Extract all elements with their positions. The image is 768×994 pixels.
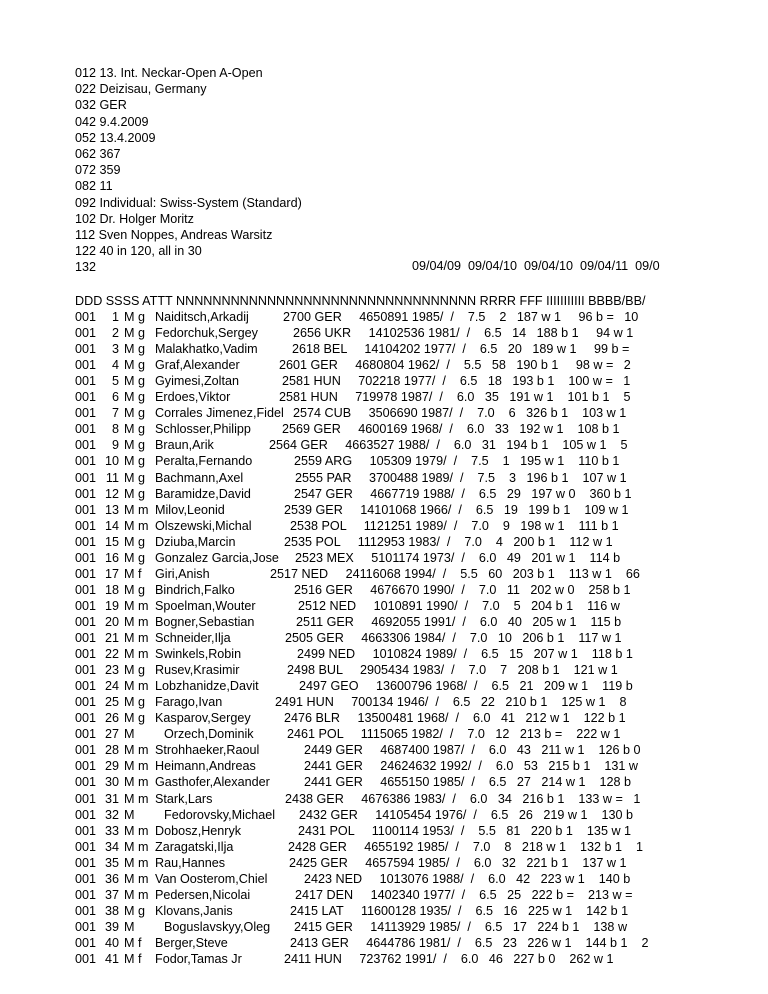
record-code: 001 [75,326,97,341]
record-code: 001 [75,871,97,886]
player-row [0,325,768,341]
player-name: Van Oosterom,Chiel [155,871,268,886]
record-code: 001 [75,695,97,710]
sex: M [124,695,135,710]
sex: M [124,470,135,485]
sex: M [124,711,135,726]
record-code: 001 [75,470,97,485]
title: m [138,791,149,806]
title: m [138,614,149,629]
header-line: 012 13. Int. Neckar-Open A-Open [75,66,263,80]
player-row [0,309,768,325]
player-data: 2505 GER 4663306 1984/ / 7.0 10 206 b 1 117 w 1 [285,631,622,645]
player-row [0,357,768,373]
record-code: 001 [75,791,97,806]
start-number: 37 [104,887,119,902]
player-data: 2601 GER 4680804 1962/ / 5.5 58 190 b 1 98 w = 2 [279,358,631,373]
player-data: 2438 GER 4676386 1983/ / 6.0 34 216 b 1 133 w = 1 [285,791,641,806]
start-number: 13 [104,502,119,517]
player-data: 2476 BLR 13500481 1968/ / 6.0 41 212 w 1 122 b 1 [284,711,626,726]
sex: M [124,454,135,469]
header-line: 122 40 in 120, all in 30 [75,244,202,259]
player-name: Strohhaeker,Raoul [155,743,260,758]
player-data: 2511 GER 4692055 1991/ / 6.0 40 205 w 1 115 b [296,614,622,629]
start-number: 17 [104,566,119,581]
sex: M [124,502,135,517]
sex: M [124,807,135,822]
player-row [0,470,768,486]
title: m [138,631,149,645]
player-row [0,694,768,710]
title: m [138,647,149,662]
sex: M [124,486,135,501]
title: m [138,502,149,517]
title: g [138,454,146,469]
sex: M [124,887,135,902]
player-data: 2581 HUN 702218 1977/ / 6.5 18 193 b 1 100 w = 1 [282,374,631,389]
title: g [138,374,146,389]
start-number: 1 [111,310,119,324]
player-row [0,582,768,598]
player-data: 2538 POL 1121251 1989/ / 7.0 9 198 w 1 111 b 1 [290,518,619,533]
header-line: 032 GER [75,98,127,113]
start-number: 35 [104,855,119,870]
player-name: Gonzalez Garcia,Jose [155,550,279,565]
player-name: Kasparov,Sergey [155,711,251,726]
record-code: 001 [75,743,97,758]
header-line: 042 9.4.2009 [75,114,149,129]
player-name: Schlosser,Philipp [155,422,251,437]
player-row [0,598,768,614]
player-name: Corrales Jimenez,Fidel [155,406,284,421]
player-data: 2700 GER 4650891 1985/ / 7.5 2 187 w 1 96 b = 10 [283,310,639,324]
title: m [138,775,149,790]
title: g [138,711,146,726]
player-row [0,855,768,871]
player-data: 2411 HUN 723762 1991/ / 6.0 46 227 b 0 262 w 1 [284,952,614,966]
player-name: Rau,Hannes [155,855,226,870]
player-row [0,566,768,582]
sex: M [124,903,135,918]
player-data: 2417 DEN 1402340 1977/ / 6.5 25 222 b = 213 w = [295,887,633,902]
record-code: 001 [75,839,97,854]
player-data: 2559 ARG 105309 1979/ / 7.5 1 195 w 1 110 b 1 [294,454,620,469]
player-name: Berger,Steve [155,935,228,950]
start-number: 4 [111,358,119,373]
title: g [138,903,146,918]
player-name: Fodor,Tamas Jr [155,952,242,966]
record-code: 001 [75,887,97,902]
record-code: 001 [75,310,97,324]
player-data: 2569 GER 4600169 1968/ / 6.0 33 192 w 1 108 b 1 [282,422,620,437]
player-name: Braun,Arik [155,438,214,453]
sex: M [124,823,135,838]
start-number: 30 [104,775,119,790]
sex: M [124,855,135,870]
player-data: 2491 HUN 700134 1946/ / 6.5 22 210 b 1 125 w 1 8 [275,695,627,710]
record-code: 001 [75,903,97,918]
player-row [0,774,768,790]
player-name: Giri,Anish [155,566,210,581]
start-number: 16 [104,550,119,565]
record-code: 001 [75,422,97,437]
player-data: 2618 BEL 14104202 1977/ / 6.5 20 189 w 1 99 b = [292,342,630,357]
start-number: 25 [104,695,119,710]
player-name: Orzech,Dominik [164,727,254,742]
player-name: Pedersen,Nicolai [155,887,251,902]
record-code: 001 [75,614,97,629]
round-dates: 09/04/09 09/04/10 09/04/10 09/04/11 09/0 [412,259,660,273]
player-name: Dziuba,Marcin [155,534,236,549]
start-number: 27 [104,727,119,742]
record-code: 001 [75,855,97,870]
sex: M [124,919,135,934]
player-name: Bogner,Sebastian [155,614,255,629]
player-name: Gasthofer,Alexander [155,775,270,790]
record-code: 001 [75,711,97,726]
start-number: 34 [104,839,119,854]
record-code: 001 [75,406,97,421]
player-data: 2415 GER 14113929 1985/ / 6.5 17 224 b 1 138 w [294,919,628,934]
player-row [0,742,768,758]
player-data: 2547 GER 4667719 1988/ / 6.5 29 197 w 0 360 b 1 [294,486,632,501]
player-row [0,903,768,919]
start-number: 20 [104,614,119,629]
player-row [0,919,768,935]
record-code: 001 [75,342,97,357]
player-name: Erdoes,Viktor [155,390,231,405]
sex: M [124,952,135,966]
record-code: 001 [75,358,97,373]
player-data: 2512 NED 1010891 1990/ / 7.0 5 204 b 1 116 w [298,598,620,613]
record-code: 001 [75,727,97,742]
player-name: Schneider,Ilja [155,631,231,645]
record-code: 001 [75,390,97,405]
player-name: Dobosz,Henryk [155,823,242,838]
player-row [0,373,768,389]
player-data: 2461 POL 1115065 1982/ / 7.0 12 213 b = 222 w 1 [287,727,621,742]
player-name: Klovans,Janis [155,903,233,918]
title: g [138,470,146,485]
player-row [0,871,768,887]
record-code: 001 [75,759,97,774]
start-number: 32 [104,807,119,822]
player-row [0,935,768,951]
sex: M [124,759,135,774]
sex: M [124,310,135,324]
title: g [138,663,146,678]
player-name: Stark,Lars [155,791,213,806]
player-row [0,807,768,823]
sex: M [124,406,135,421]
record-code: 001 [75,663,97,678]
sex: M [124,390,135,405]
title: g [138,310,146,324]
start-number: 15 [104,534,119,549]
start-number: 22 [104,647,119,662]
player-row [0,839,768,855]
start-number: 8 [111,422,119,437]
header-line: 132 [75,260,97,275]
sex: M [124,342,135,357]
record-code: 001 [75,631,97,645]
record-code: 001 [75,679,97,694]
player-data: 2539 GER 14101068 1966/ / 6.5 19 199 b 1 109 w 1 [284,502,629,517]
sex: M [124,791,135,806]
player-row [0,389,768,405]
sex: M [124,775,135,790]
player-row [0,453,768,469]
title: m [138,823,149,838]
player-data: 2441 GER 4655150 1985/ / 6.5 27 214 w 1 128 b [304,775,631,790]
start-number: 7 [111,406,119,421]
title: m [138,855,149,870]
start-number: 6 [111,390,119,405]
sex: M [124,550,135,565]
start-number: 23 [104,663,119,678]
start-number: 9 [111,438,119,453]
sex: M [124,358,135,373]
record-code: 001 [75,647,97,662]
player-data: 2498 BUL 2905434 1983/ / 7.0 7 208 b 1 121 w 1 [287,663,618,678]
player-name: Baramidze,David [155,486,251,501]
title: m [138,743,149,758]
player-data: 2535 POL 1112953 1983/ / 7.0 4 200 b 1 112 w 1 [284,534,613,549]
player-data: 2449 GER 4687400 1987/ / 6.0 43 211 w 1 126 b 0 [304,743,641,758]
start-number: 40 [104,935,119,950]
sex: M [124,326,135,341]
player-name: Heimann,Andreas [155,759,256,774]
header-line: 052 13.4.2009 [75,130,156,145]
sex: M [124,647,135,662]
record-code: 001 [75,550,97,565]
player-row [0,823,768,839]
sex: M [124,839,135,854]
record-code: 001 [75,518,97,533]
sex: M [124,422,135,437]
player-row [0,678,768,694]
record-code: 001 [75,823,97,838]
player-data: 2497 GEO 13600796 1968/ / 6.5 21 209 w 1 119 b [299,679,633,694]
player-row [0,486,768,502]
start-number: 2 [111,326,119,341]
player-row [0,405,768,421]
start-number: 5 [111,374,119,389]
record-code: 001 [75,598,97,613]
player-name: Naiditsch,Arkadij [155,310,249,324]
start-number: 39 [104,919,119,934]
record-code: 001 [75,919,97,934]
player-name: Swinkels,Robin [155,647,242,662]
player-row [0,614,768,630]
player-data: 2415 LAT 11600128 1935/ / 6.5 16 225 w 1 142 b 1 [290,903,629,918]
start-number: 21 [104,631,119,645]
player-row [0,341,768,357]
header-line: 112 Sven Noppes, Andreas Warsitz [75,228,273,242]
player-data: 2516 GER 4676670 1990/ / 7.0 11 202 w 0 258 b 1 [294,582,631,597]
player-row [0,630,768,646]
record-code: 001 [75,438,97,453]
sex: M [124,743,135,758]
start-number: 24 [104,679,119,694]
player-name: Peralta,Fernando [155,454,253,469]
title: m [138,518,149,533]
player-row [0,437,768,453]
title: g [138,486,146,501]
player-row [0,421,768,437]
player-row [0,726,768,742]
player-data: 2564 GER 4663527 1988/ / 6.0 31 194 b 1 105 w 1 5 [269,438,628,453]
player-data: 2413 GER 4644786 1981/ / 6.5 23 226 w 1 144 b 1 2 [290,935,649,950]
title: g [138,406,146,421]
player-row [0,646,768,662]
player-name: Rusev,Krasimir [155,663,240,678]
player-row [0,502,768,518]
start-number: 10 [104,454,119,469]
start-number: 36 [104,871,119,886]
title: g [138,534,146,549]
sex: M [124,614,135,629]
start-number: 28 [104,743,119,758]
player-name: Lobzhanidze,Davit [155,679,259,694]
sex: M [124,518,135,533]
title: m [138,759,149,774]
title: g [138,422,146,437]
start-number: 18 [104,582,119,597]
start-number: 14 [104,518,119,533]
player-row [0,550,768,566]
start-number: 41 [104,952,119,966]
record-code: 001 [75,534,97,549]
player-data: 2441 GER 24624632 1992/ / 6.0 53 215 b 1 131 w [304,759,638,774]
player-row [0,518,768,534]
player-name: Bindrich,Falko [155,582,235,597]
record-code: 001 [75,374,97,389]
record-code: 001 [75,502,97,517]
sex: M [124,438,135,453]
player-data: 2428 GER 4655192 1985/ / 7.0 8 218 w 1 132 b 1 1 [288,839,643,854]
player-row [0,758,768,774]
title: g [138,358,146,373]
start-number: 3 [111,342,119,357]
player-name: Gyimesi,Zoltan [155,374,239,389]
player-data: 2656 UKR 14102536 1981/ / 6.5 14 188 b 1 94 w 1 [293,326,634,341]
sex: M [124,598,135,613]
player-name: Fedorchuk,Sergey [155,326,258,341]
sex: M [124,935,135,950]
sex: M [124,727,135,742]
title: g [138,550,146,565]
player-name: Bachmann,Axel [155,470,244,485]
title: g [138,390,146,405]
player-row [0,951,768,967]
player-name: Zaragatski,Ilja [155,839,234,854]
sex: M [124,871,135,886]
start-number: 26 [104,711,119,726]
sex: M [124,582,135,597]
header-line: 102 Dr. Holger Moritz [75,211,194,226]
player-data: 2523 MEX 5101174 1973/ / 6.0 49 201 w 1 114 b [295,550,621,565]
record-code: 001 [75,935,97,950]
title: g [138,438,146,453]
sex: M [124,374,135,389]
player-data: 2431 POL 1100114 1953/ / 5.5 81 220 b 1 135 w 1 [298,823,632,838]
record-code: 001 [75,486,97,501]
column-header: DDD SSSS ATTT NNNNNNNNNNNNNNNNNNNNNNNNNNNNNNNNN RRRR FFF IIIIIIIIIII BBBB/BB/ [75,294,646,308]
record-code: 001 [75,582,97,597]
header-line: 062 367 [75,147,121,161]
start-number: 19 [104,598,119,613]
player-data: 2517 NED 24116068 1994/ / 5.5 60 203 b 1 113 w 1 66 [270,566,640,581]
title: g [138,326,146,341]
title: m [138,887,149,902]
sex: M [124,663,135,678]
player-row [0,662,768,678]
sex: M [124,566,135,581]
player-row [0,791,768,807]
player-data: 2499 NED 1010824 1989/ / 6.5 15 207 w 1 118 b 1 [297,647,633,662]
title: m [138,871,149,886]
sex: M [124,679,135,694]
player-name: Spoelman,Wouter [155,598,256,613]
sex: M [124,631,135,645]
player-name: Fedorovsky,Michael [164,807,276,822]
player-name: Olszewski,Michal [155,518,252,533]
title: m [138,839,149,854]
header-line: 072 359 [75,163,121,178]
player-name: Graf,Alexander [155,358,240,373]
start-number: 11 [105,470,119,485]
player-name: Farago,Ivan [155,695,223,710]
player-data: 2574 CUB 3506690 1987/ / 7.0 6 326 b 1 103 w 1 [293,406,627,421]
player-row [0,887,768,903]
player-name: Boguslavskyy,Oleg [164,919,271,934]
player-row [0,534,768,550]
sex: M [124,534,135,549]
start-number: 29 [104,759,119,774]
title: f [138,952,142,966]
title: g [138,342,146,357]
title: g [138,695,146,710]
title: g [138,582,146,597]
header-line: 022 Deizisau, Germany [75,82,207,97]
player-data: 2581 HUN 719978 1987/ / 6.0 35 191 w 1 101 b 1 5 [279,390,631,405]
start-number: 33 [104,823,119,838]
player-name: Milov,Leonid [155,502,225,517]
player-row [0,710,768,726]
title: f [138,935,142,950]
player-data: 2425 GER 4657594 1985/ / 6.0 32 221 b 1 137 w 1 [289,855,627,870]
start-number: 38 [104,903,119,918]
title: m [138,598,149,613]
record-code: 001 [75,775,97,790]
record-code: 001 [75,566,97,581]
record-code: 001 [75,454,97,469]
player-data: 2423 NED 1013076 1988/ / 6.0 42 223 w 1 140 b [304,871,631,886]
start-number: 31 [104,791,119,806]
player-data: 2432 GER 14105454 1976/ / 6.5 26 219 w 1 130 b [299,807,633,822]
title: f [138,566,142,581]
title: m [138,679,149,694]
record-code: 001 [75,807,97,822]
header-line: 082 11 [75,179,113,194]
start-number: 12 [104,486,119,501]
header-line: 092 Individual: Swiss-System (Standard) [75,195,302,210]
player-data: 2555 PAR 3700488 1989/ / 7.5 3 196 b 1 107 w 1 [295,470,627,485]
player-name: Malakhatko,Vadim [155,342,258,357]
record-code: 001 [75,952,97,966]
